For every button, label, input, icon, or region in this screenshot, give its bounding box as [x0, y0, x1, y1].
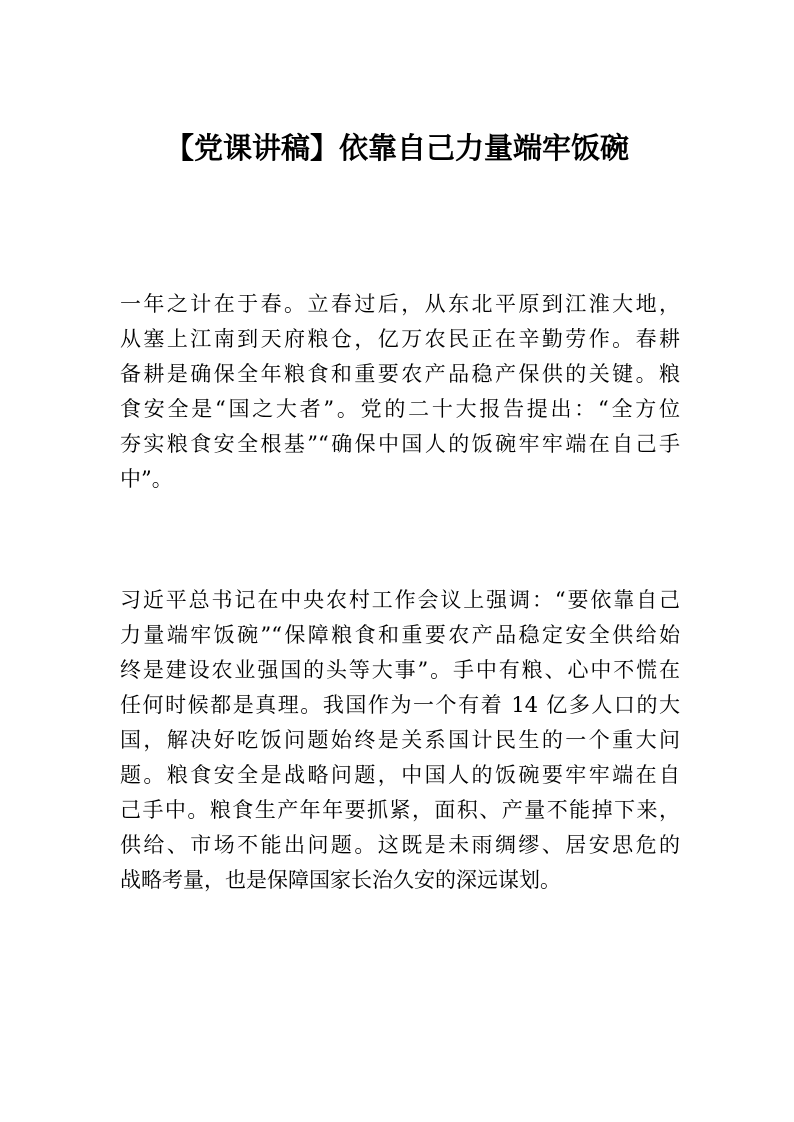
paragraph-line: 从塞上江南到天府粮仓，亿万农民正在辛勤劳作。春耕 — [120, 327, 680, 351]
paragraph-line: 备耕是确保全年粮食和重要农产品稳产保供的关键。粮 — [120, 362, 680, 386]
paragraph-line: 习近平总书记在中央农村工作会议上强调：“要依靠自己 — [120, 588, 680, 612]
paragraph-line: 一年之计在于春。立春过后，从东北平原到江淮大地， — [120, 292, 680, 316]
paragraph — [120, 583, 680, 898]
paragraph-line: 任何时候都是真理。我国作为一个有着 14 亿多人口的大 — [120, 693, 680, 717]
paragraph-line: 力量端牢饭碗”“保障粮食和重要农产品稳定安全供给始 — [120, 623, 680, 647]
paragraph-line: 夯实粮食安全根基”“确保中国人的饭碗牢牢端在自己手 — [120, 432, 680, 456]
paragraph-line: 供给、市场不能出问题。这既是未雨绸缪、居安思危的 — [120, 833, 680, 857]
paragraph-line: 终是建设农业强国的头等大事”。手中有粮、心中不慌在 — [120, 658, 680, 682]
document-title: 【党课讲稿】依靠自己力量端牢饭碗 — [164, 131, 629, 165]
paragraph-line: 中”。 — [120, 467, 173, 491]
paragraph-line: 题。粮食安全是战略问题，中国人的饭碗要牢牢端在自 — [120, 763, 680, 787]
paragraph-line: 己手中。粮食生产年年要抓紧，面积、产量不能掉下来， — [120, 798, 680, 822]
paragraph-line: 战略考量，也是保障国家长治久安的深远谋划。 — [120, 868, 561, 892]
paragraph — [120, 287, 680, 497]
paragraph-line: 食安全是“国之大者”。党的二十大报告提出：“全方位 — [120, 397, 680, 421]
paragraph-line: 国，解决好吃饭问题始终是关系国计民生的一个重大问 — [120, 728, 680, 752]
